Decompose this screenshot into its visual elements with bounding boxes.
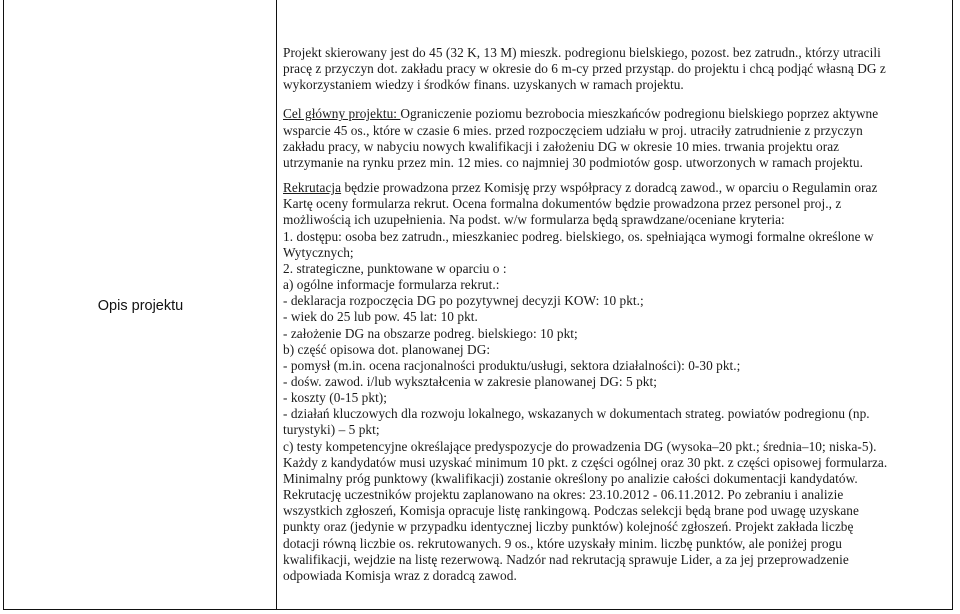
recruitment-first-line: będzie prowadzona przez Komisję przy współpracy z doradcą zawod., w oparciu o Regulamin oraz [341, 180, 878, 196]
goal-paragraph [283, 106, 943, 171]
text-line [283, 180, 943, 196]
text-line: - założenie DG na obszarze podreg. bielskiego: 10 pkt; [283, 325, 578, 341]
text-line: 2. strategiczne, punktowane w oparciu o : [283, 260, 507, 276]
text-line: - deklaracja rozpoczęcia DG po pozytywnej decyzji KOW: 10 pkt.; [283, 293, 644, 309]
text-line: odpowiada Komisja wraz z doradcą zawod. [283, 567, 517, 583]
text-line: możliwością ich uzupełnienia. Na podst. w/w formularza będą sprawdzane/oceniane kryteria: [283, 212, 785, 228]
text-line: kwalifikacji, wejdzie na listę rezerwową. Nadzór nad rekrutacją sprawuje Lider, a za jej przeprowadzenie [283, 551, 849, 567]
text-line: dotacji równą liczbie os. rekrutowanych. 9 os., które uzyskały minim. liczbę punktów, ale poniżej progu [283, 535, 842, 551]
text-line: Wytycznych; [283, 244, 354, 260]
project-description-cell [283, 45, 943, 584]
intro-paragraph [283, 45, 943, 93]
text-line: a) ogólne informacje formularza rekrut.: [283, 277, 500, 293]
text-line: c) testy kompetencyjne określające predyspozycje do prowadzenia DG (wysoka–20 pkt.; średnia–10; niska-5). [283, 438, 877, 454]
text-line: wszystkich zgłoszeń, Komisja opracuje listę rankingową. Podczas selekcji będą brane pod uwagę uzyskane [283, 503, 859, 519]
text-line: turystyki) – 5 pkt; [283, 422, 380, 438]
text-line: - dośw. zawod. i/lub wykształcenia w zakresie planowanej DG: 5 pkt; [283, 373, 657, 389]
goal-first-line: Ograniczenie poziomu bezrobocia mieszkańców podregionu bielskiego poprzez aktywne [400, 106, 879, 122]
goal-label: Cel główny projektu: [283, 106, 401, 122]
text-line: zakładu pracy, w nabyciu nowych kwalifikacji i założeniu DG w okresie 10 mies. trwania projektu oraz [283, 138, 840, 154]
text-line: utrzymanie na rynku przez min. 12 mies. co najmniej 30 podmiotów gosp. utworzonych w ramach projektu. [283, 154, 863, 170]
text-line: Każdy z kandydatów musi uzyskać minimum 10 pkt. z części ogólnej oraz 30 pkt. z części opisowej formularza. [283, 454, 888, 470]
text-line: Rekrutację uczestników projektu zaplanowano na okres: 23.10.2012 - 06.11.2012. Po zebraniu i analizie [283, 487, 844, 503]
text-line: pracę z przyczyn dot. zakładu pracy w okresie do 6 m-cy przed przystąp. do projektu i chcą podjąć własną DG z [283, 61, 886, 77]
recruitment-paragraph [283, 180, 943, 584]
text-line: punkty oraz (jedynie w przypadku identycznej liczby punktów) kolejność zgłoszeń. Projekt zakłada liczbę [283, 519, 854, 535]
text-line: - działań kluczowych dla rozwoju lokalnego, wskazanych w dokumentach strateg. powiatów podregionu (np. [283, 406, 870, 422]
text-line: Kartę oceny formularza rekrut. Ocena formalna dokumentów będzie prowadzona przez personel proj., z [283, 196, 842, 212]
text-line: - koszty (0-15 pkt); [283, 390, 388, 406]
text-line: - pomysł (m.in. ocena racjonalności produktu/usługi, sektora działalności): 0-30 pkt.; [283, 357, 741, 373]
text-line: Projekt skierowany jest do 45 (32 K, 13 M) mieszk. podregionu bielskiego, pozost. bez zatrudn., którzy utracili [283, 45, 881, 60]
text-line: - wiek do 25 lub pow. 45 lat: 10 pkt. [283, 309, 478, 325]
text-line: wsparcie 45 os., które w czasie 6 mies. przed rozpoczęciem udziału w proj. utraciły zatrudnienie z przyczyn [283, 122, 863, 138]
text-line: b) część opisowa dot. planowanej DG: [283, 341, 491, 357]
text-line: Minimalny próg punktowy (kwalifikacji) zostanie określony po analizie całości dokumentacji kandydatów. [283, 470, 858, 486]
row-label-cell [4, 0, 277, 609]
recruitment-label: Rekrutacja [283, 180, 342, 196]
text-line [283, 106, 943, 122]
text-line: 1. dostępu: osoba bez zatrudn., mieszkaniec podreg. bielskiego, os. spełniająca wymogi formalne określone w [283, 228, 874, 244]
text-line: wykorzystaniem wiedzy i środków finans. uzyskanych w ramach projektu. [283, 77, 684, 93]
row-label: Opis projektu [97, 298, 184, 314]
